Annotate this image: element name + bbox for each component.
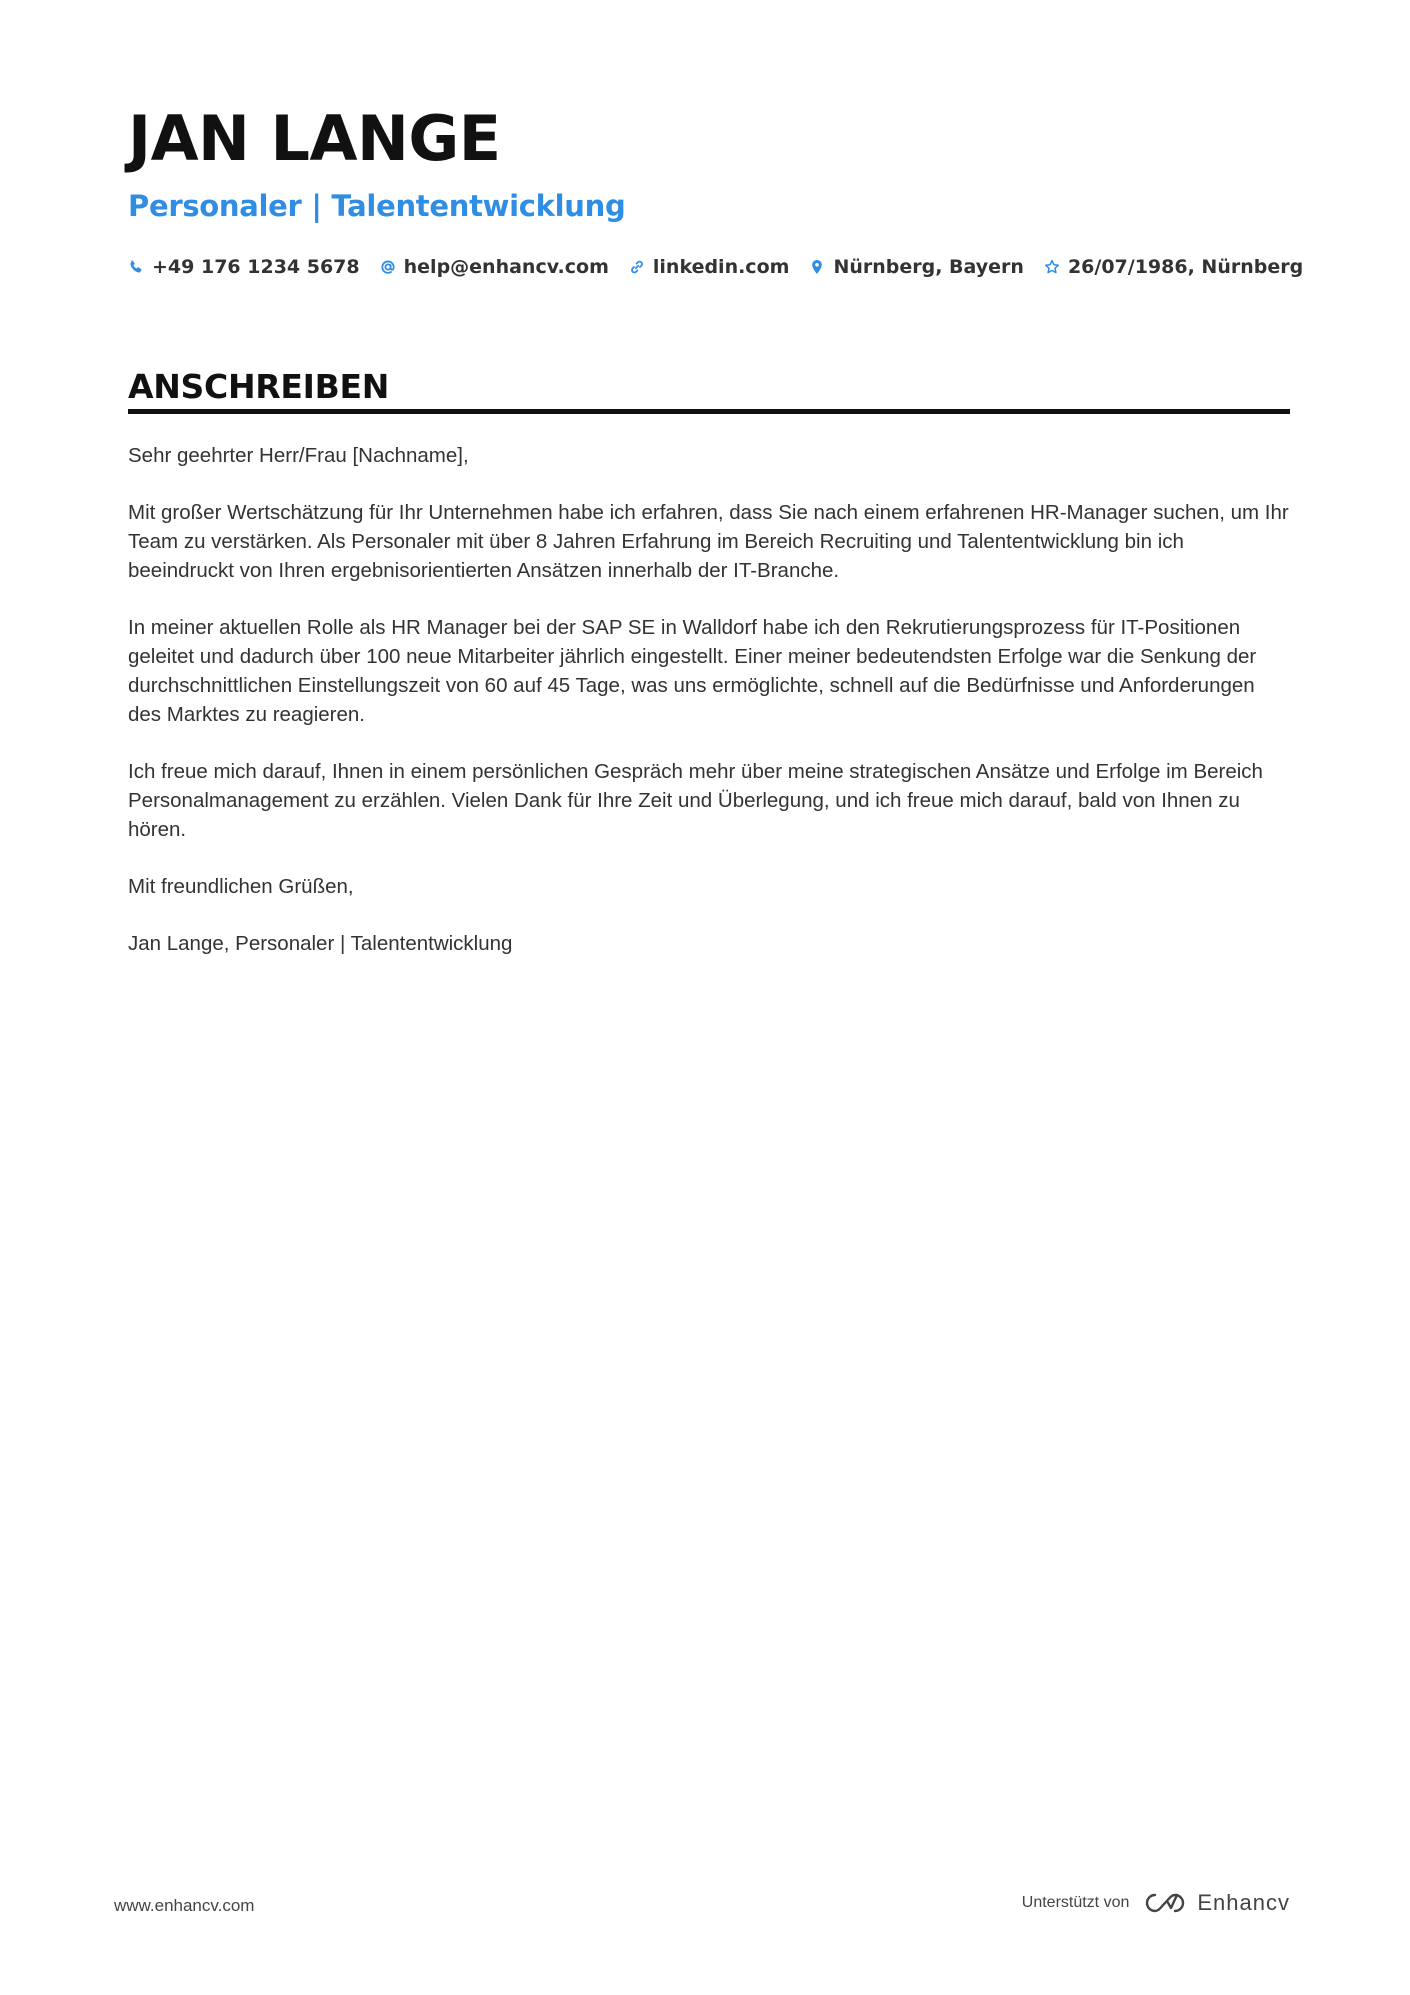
contact-email-text: help@enhancv.com xyxy=(403,256,609,278)
contact-email xyxy=(380,256,609,278)
phone-icon xyxy=(128,258,144,276)
contact-location xyxy=(809,256,1024,278)
applicant-title: Personaler | Talententwicklung xyxy=(128,189,626,223)
contact-bar xyxy=(128,256,1323,278)
letter-signature: Jan Lange, Personaler | Talententwicklung xyxy=(128,932,513,955)
letter-closing: Mit freundlichen Grüßen, xyxy=(128,875,354,898)
letter-salutation: Sehr geehrter Herr/Frau [Nachname], xyxy=(128,444,469,467)
link-icon xyxy=(629,258,645,276)
star-icon xyxy=(1044,258,1060,276)
letter-paragraph: Ich freue mich darauf, Ihnen in einem persönlichen Gespräch mehr über meine strategischen Ansätze und Erfolge im Bereich Personalmanagement zu erzählen. Vielen Dank für Ihre Zeit und Überlegung, und ich freue mich darauf, bald von Ihnen zu hören. xyxy=(128,760,1263,841)
contact-location-text: Nürnberg, Bayern xyxy=(833,256,1024,278)
contact-phone-text: +49 176 1234 5678 xyxy=(152,256,360,278)
contact-birth xyxy=(1044,256,1303,278)
brand-name: Enhancv xyxy=(1197,1890,1290,1915)
footer-brand xyxy=(1022,1890,1290,1916)
footer-url: www.enhancv.com xyxy=(114,1896,255,1915)
at-icon xyxy=(380,258,396,276)
letter-paragraph: In meiner aktuellen Rolle als HR Manager bei der SAP SE in Walldorf habe ich den Rekrutierungsprozess für IT-Positionen geleitet und dadurch über 100 neue Mitarbeiter jährlich eingestellt. Einer meiner bedeutendsten Erfolge war die Senkung der durchschnittlichen Einstellungszeit von 60 auf 45 Tage, was uns ermöglichte, schnell auf die Bedürfnisse und Anforderungen des Marktes zu reagieren. xyxy=(128,616,1257,726)
section-divider xyxy=(128,409,1290,414)
letter-paragraph: Mit großer Wertschätzung für Ihr Unternehmen habe ich erfahren, dass Sie nach einem erfahrenen HR-Manager suchen, um Ihr Team zu verstärken. Als Personaler mit über 8 Jahren Erfahrung im Bereich Recruiting und Talententwicklung bin ich beeindruckt von Ihren ergebnisorientierten Ansätzen innerhalb der IT-Branche. xyxy=(128,501,1289,582)
powered-by-label: Unterstützt von xyxy=(1021,1894,1130,1911)
contact-birth-text: 26/07/1986, Nürnberg xyxy=(1067,256,1304,278)
contact-linkedin-text: linkedin.com xyxy=(652,256,790,278)
applicant-name: JAN LANGE xyxy=(128,102,501,175)
location-pin-icon xyxy=(809,258,825,276)
enhancv-logo-icon xyxy=(1141,1890,1189,1916)
letter-body xyxy=(128,441,1290,986)
contact-linkedin xyxy=(629,256,790,278)
contact-phone xyxy=(128,256,360,278)
section-title: ANSCHREIBEN xyxy=(128,367,390,406)
